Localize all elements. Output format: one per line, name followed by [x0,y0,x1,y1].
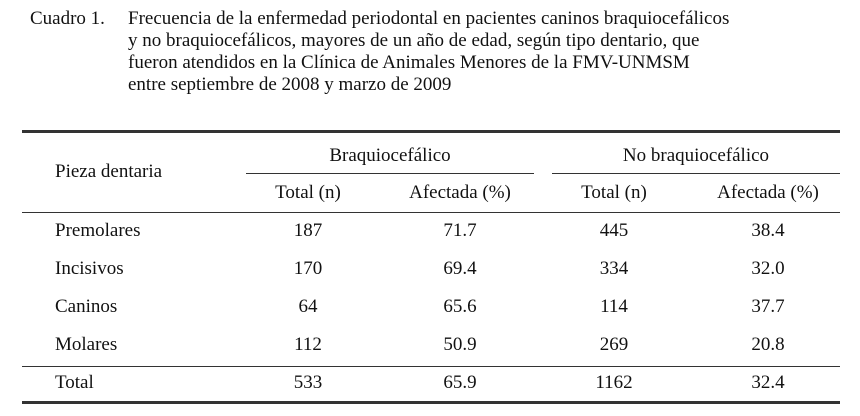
table-cell: 32.4 [751,372,785,393]
column-header: Afectada (%) [717,182,819,203]
table-cell: 1162 [595,372,633,393]
caption-line: fueron atendidos en la Clínica de Animales Menores de la FMV-UNMSM [128,52,690,73]
table-cell: 50.9 [443,334,477,355]
table-cell: 32.0 [751,258,785,279]
table-cell: 187 [293,220,323,241]
column-header: Total (n) [581,182,647,203]
row-label: Incisivos [55,258,124,279]
row-header: Pieza dentaria [55,161,163,182]
total-rule [22,366,840,367]
table-cell: 445 [599,220,629,241]
column-header: Total (n) [275,182,341,203]
caption-line: y no braquiocefálicos, mayores de un año de edad, según tipo dentario, que [128,30,700,51]
table-cell: 64 [298,296,318,317]
group-header-no-braquiocefalico: No braquiocefálico [622,145,770,166]
row-label: Premolares [55,220,141,241]
total-label: Total [55,372,94,393]
group-rule-braquiocefalico [246,173,534,174]
table-cell: 71.7 [443,220,477,241]
table-cell: 170 [293,258,323,279]
table-cell: 112 [294,334,322,355]
table-cell: 37.7 [751,296,785,317]
table-cell: 69.4 [443,258,477,279]
caption-label: Cuadro 1. [30,8,105,29]
column-header: Afectada (%) [409,182,511,203]
table-cell: 533 [293,372,323,393]
table-cell: 38.4 [751,220,785,241]
top-rule [22,130,840,133]
table-cell: 114 [600,296,628,317]
table-cell: 65.9 [443,372,477,393]
bottom-rule [22,401,840,404]
group-rule-no-braquiocefalico [552,173,840,174]
row-label: Caninos [55,296,118,317]
table-cell: 269 [599,334,629,355]
table-cell: 20.8 [751,334,785,355]
header-rule [22,212,840,213]
group-header-braquiocefalico: Braquiocefálico [329,145,451,166]
caption-line: Frecuencia de la enfermedad periodontal en pacientes caninos braquiocefálicos [128,8,730,29]
table-cell: 334 [599,258,629,279]
row-label: Molares [55,334,118,355]
table-cell: 65.6 [443,296,477,317]
caption-line: entre septiembre de 2008 y marzo de 2009 [128,74,452,95]
